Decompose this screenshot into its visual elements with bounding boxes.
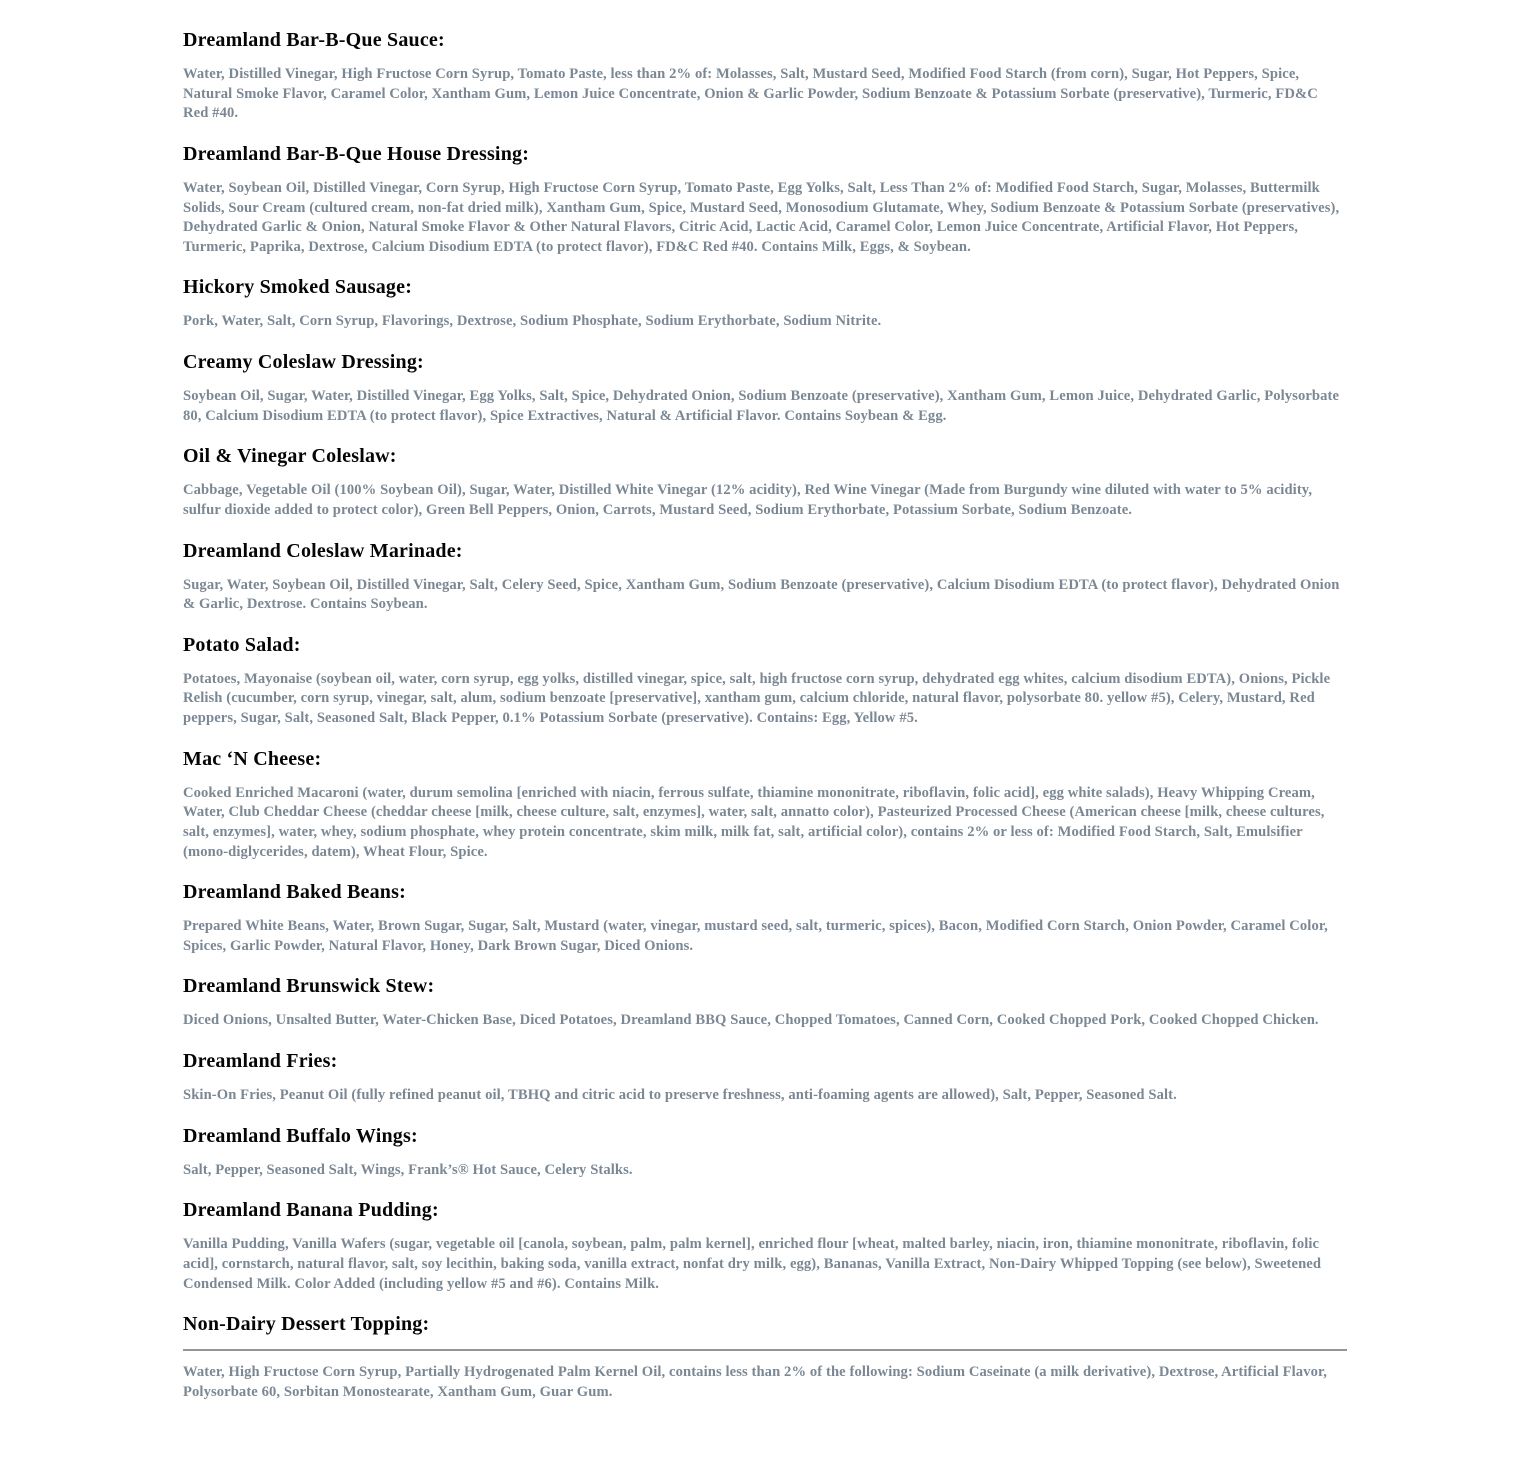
section-title: Non-Dairy Dessert Topping: bbox=[183, 1313, 430, 1336]
section-ingredients: Skin-On Fries, Peanut Oil (fully refined peanut oil, TBHQ and citric acid to preserve freshness, anti-foaming agents are allowed), Salt, Pepper, Seasoned Salt. bbox=[183, 1087, 1177, 1103]
section-ingredients: Sugar, Water, Soybean Oil, Distilled Vinegar, Salt, Celery Seed, Spice, Xantham Gum, Sodium Benzoate (preservative), Calcium Disodium EDTA (to protect flavor), Dehydrated Onion & Garlic, Dextrose. Contains Soybean. bbox=[183, 576, 1340, 613]
ingredients-document bbox=[183, 0, 1347, 1465]
section-ingredients: Soybean Oil, Sugar, Water, Distilled Vinegar, Egg Yolks, Salt, Spice, Dehydrated Onion, Sodium Benzoate (preservative), Xantham Gum, Lemon Juice, Dehydrated Garlic, Polysorbate 80, Calcium Disodium EDTA (to protect flavor), Spice Extractives, Natural & Artificial Flavor. Contains Soybean & Egg. bbox=[183, 388, 1340, 424]
section-title: Mac ‘N Cheese: bbox=[183, 747, 322, 770]
section-title: Hickory Smoked Sausage: bbox=[183, 276, 413, 299]
ingredient-section bbox=[183, 27, 1347, 124]
section-title: Dreamland Bar-B-Que House Dressing: bbox=[183, 142, 530, 165]
section-title: Potato Salad: bbox=[183, 633, 301, 656]
section-title: Dreamland Coleslaw Marinade: bbox=[183, 539, 463, 562]
section-ingredients: Water, High Fructose Corn Syrup, Partially Hydrogenated Palm Kernel Oil, contains less than 2% of the following: Sodium Caseinate (a milk derivative), Dextrose, Artificial Flavor, Polysorbate 60, Sorbitan Monostearate, Xantham Gum, Guar Gum. bbox=[183, 1364, 1327, 1400]
ingredient-section bbox=[183, 443, 1347, 520]
ingredient-section bbox=[183, 746, 1347, 863]
ingredient-section bbox=[183, 141, 1347, 258]
ingredient-section bbox=[183, 1197, 1347, 1294]
section-ingredients: Cabbage, Vegetable Oil (100% Soybean Oil), Sugar, Water, Distilled White Vinegar (12% acidity), Red Wine Vinegar (Made from Burgundy wine diluted with water to 5% acidity, sulfur dioxide added to protect color), Green Bell Peppers, Onion, Carrots, Mustard Seed, Sodium Erythorbate, Potassium Sorbate, Sodium Benzoate. bbox=[183, 482, 1313, 518]
ingredient-section bbox=[183, 1048, 1347, 1106]
ingredient-section bbox=[183, 274, 1347, 332]
section-ingredients: Pork, Water, Salt, Corn Syrup, Flavorings, Dextrose, Sodium Phosphate, Sodium Erythorbate, Sodium Nitrite. bbox=[183, 313, 882, 330]
ingredient-section bbox=[183, 1123, 1347, 1181]
section-title: Oil & Vinegar Coleslaw: bbox=[183, 445, 397, 468]
section-divider bbox=[183, 1349, 1347, 1351]
section-ingredients: Potatoes, Mayonaise (soybean oil, water, corn syrup, egg yolks, distilled vinegar, spice, salt, high fructose corn syrup, dehydrated egg whites, calcium disodium EDTA), Onions, Pickle Relish (cucumber, corn syrup, vinegar, salt, alum, sodium benzoate [preservative], xantham gum, calcium chloride, natural flavor, polysorbate 80. yellow #5), Celery, Mustard, Red peppers, Sugar, Salt, Seasoned Salt, Black Pepper, 0.1% Potassium Sorbate (preservative). Contains: Egg, Yellow #5. bbox=[183, 670, 1331, 726]
section-title: Dreamland Brunswick Stew: bbox=[183, 975, 435, 998]
ingredient-section bbox=[183, 538, 1347, 615]
section-title: Creamy Coleslaw Dressing: bbox=[183, 351, 424, 373]
ingredient-section bbox=[183, 879, 1347, 956]
section-title: Dreamland Bar-B-Que Sauce: bbox=[183, 29, 445, 51]
section-title: Dreamland Fries: bbox=[183, 1050, 338, 1072]
section-title: Dreamland Banana Pudding: bbox=[183, 1199, 439, 1222]
ingredient-section bbox=[183, 973, 1347, 1031]
section-ingredients: Diced Onions, Unsalted Butter, Water-Chicken Base, Diced Potatoes, Dreamland BBQ Sauce, Chopped Tomatoes, Canned Corn, Cooked Chopped Pork, Cooked Chopped Chicken. bbox=[183, 1012, 1319, 1029]
section-ingredients: Vanilla Pudding, Vanilla Wafers (sugar, vegetable oil [canola, soybean, palm, palm kernel], enriched flour [wheat, malted barley, niacin, iron, thiamine mononitrate, riboflavin, folic acid], cornstarch, natural flavor, salt, soy lecithin, baking soda, vanilla extract, nonfat dry milk, egg), Bananas, Vanilla Extract, Non-Dairy Whipped Topping (see below), Sweetened Condensed Milk. Color Added (including yellow #5 and #6). Contains Milk. bbox=[183, 1236, 1322, 1292]
section-ingredients: Water, Distilled Vinegar, High Fructose Corn Syrup, Tomato Paste, less than 2% of: Molasses, Salt, Mustard Seed, Modified Food Starch (from corn), Sugar, Hot Peppers, Spice, Natural Smoke Flavor, Caramel Color, Xantham Gum, Lemon Juice Concentrate, Onion & Garlic Powder, Sodium Benzoate & Potassium Sorbate (preservative), Turmeric, FD&C Red #40. bbox=[183, 66, 1318, 122]
section-ingredients: Cooked Enriched Macaroni (water, durum semolina [enriched with niacin, ferrous sulfate, thiamine mononitrate, riboflavin, folic acid], egg white salads), Heavy Whipping Cream, Water, Club Cheddar Cheese (cheddar cheese [milk, cheese culture, salt, enzymes], water, salt, annatto color), Pasteurized Processed Cheese (American cheese [milk, cheese cultures, salt, enzymes], water, whey, sodium phosphate, whey protein concentrate, skim milk, milk fat, salt, artificial color), contains 2% or less of: Modified Food Starch, Salt, Emulsifier (mono-diglycerides, datem), Wheat Flour, Spice. bbox=[183, 784, 1325, 860]
ingredient-section bbox=[183, 1311, 1347, 1402]
section-title: Dreamland Baked Beans: bbox=[183, 881, 406, 904]
section-ingredients: Water, Soybean Oil, Distilled Vinegar, Corn Syrup, High Fructose Corn Syrup, Tomato Paste, Egg Yolks, Salt, Less Than 2% of: Modified Food Starch, Sugar, Molasses, Buttermilk Solids, Sour Cream (cultured cream, non-fat dried milk), Xantham Gum, Spice, Mustard Seed, Monosodium Glutamate, Whey, Sodium Benzoate & Potassium Sorbate (preservatives), Dehydrated Garlic & Onion, Natural Smoke Flavor & Other Natural Flavors, Citric Acid, Lactic Acid, Caramel Color, Lemon Juice Concentrate, Artificial Flavor, Hot Peppers, Turmeric, Paprika, Dextrose, Calcium Disodium EDTA (to protect flavor), FD&C Red #40. Contains Milk, Eggs, & Soybean. bbox=[183, 179, 1340, 255]
ingredient-section bbox=[183, 349, 1347, 426]
section-ingredients: Prepared White Beans, Water, Brown Sugar, Sugar, Salt, Mustard (water, vinegar, mustard seed, salt, turmeric, spices), Bacon, Modified Corn Starch, Onion Powder, Caramel Color, Spices, Garlic Powder, Natural Flavor, Honey, Dark Brown Sugar, Diced Onions. bbox=[183, 918, 1328, 954]
section-title: Dreamland Buffalo Wings: bbox=[183, 1124, 418, 1147]
ingredient-section bbox=[183, 632, 1347, 729]
section-ingredients: Salt, Pepper, Seasoned Salt, Wings, Frank’s® Hot Sauce, Celery Stalks. bbox=[183, 1161, 633, 1178]
